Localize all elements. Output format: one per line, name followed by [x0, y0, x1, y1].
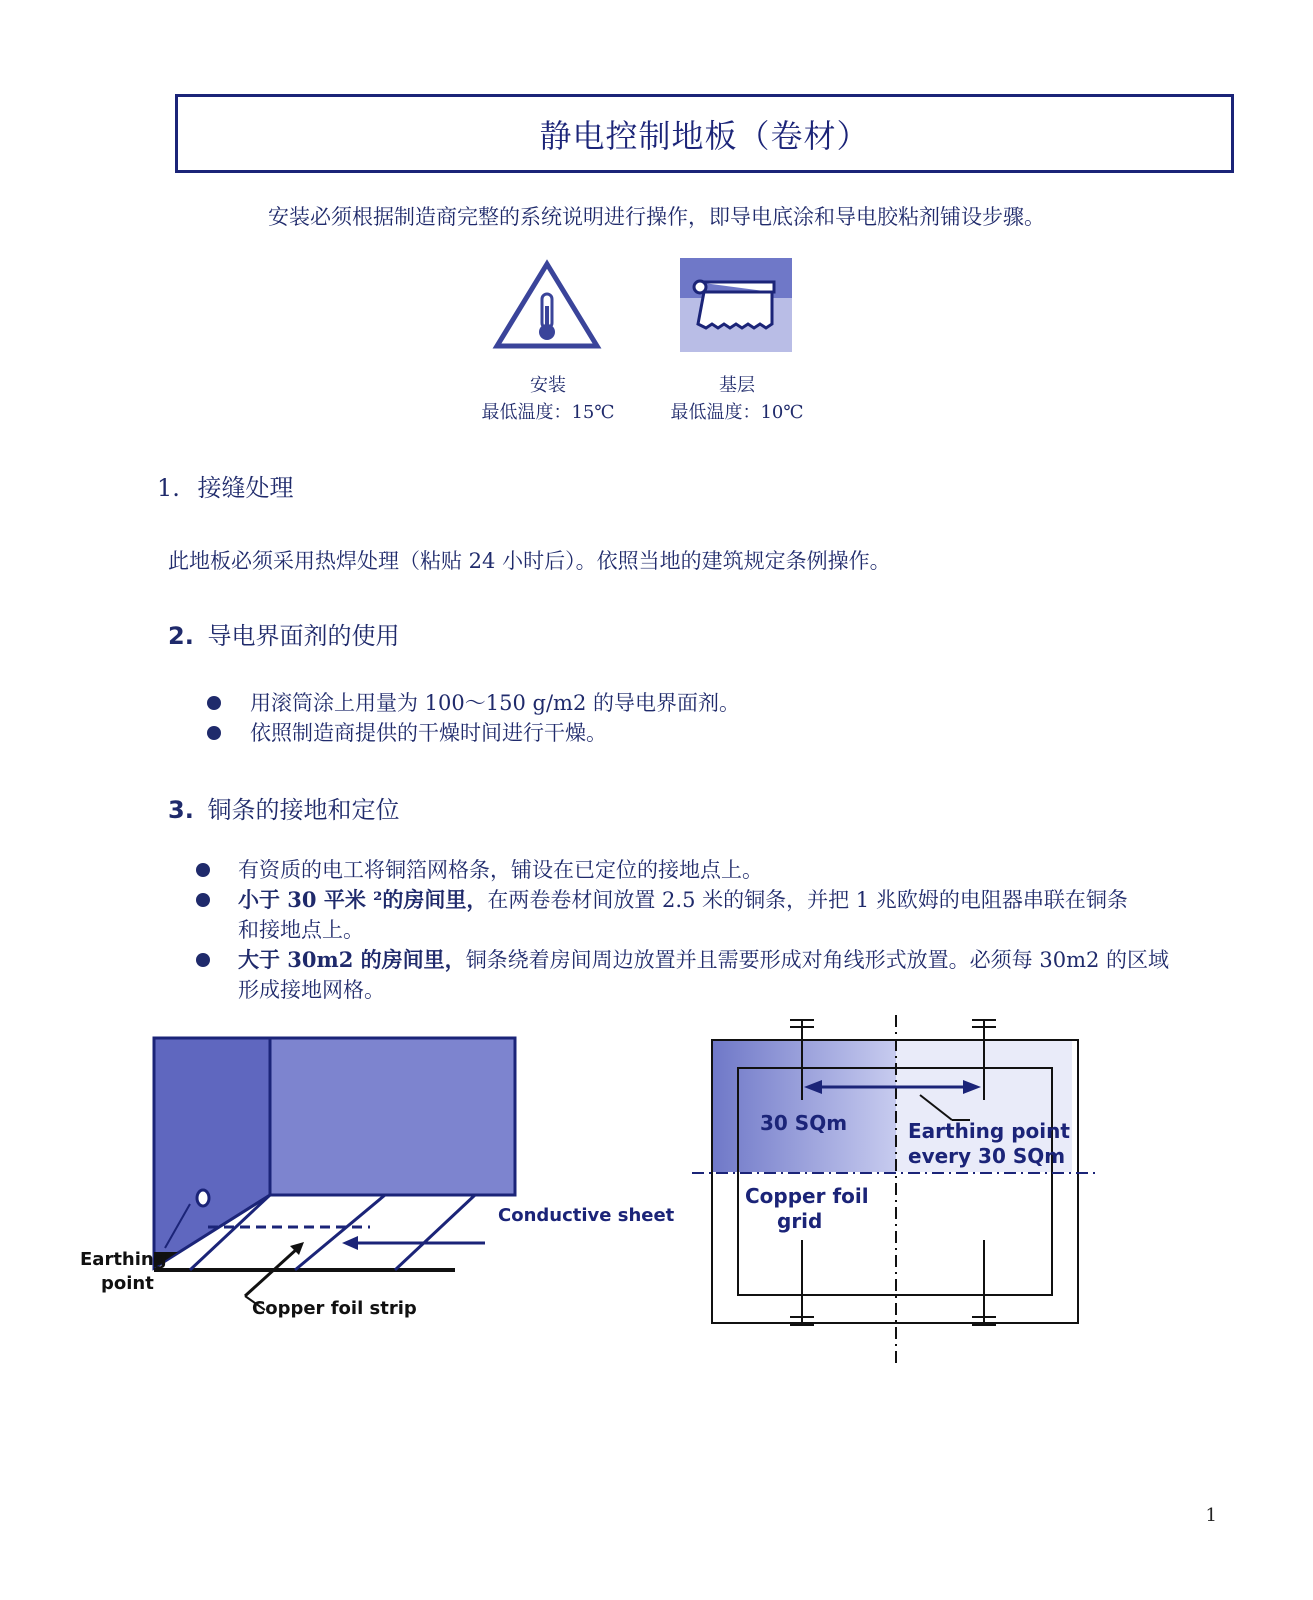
- install-temp-caption: [478, 372, 618, 426]
- intro-text: 安装必须根据制造商完整的系统说明进行操作，即导电底涂和导电胶粘剂铺设步骤。: [268, 205, 1045, 229]
- earthing-every-label-1: Earthing point: [908, 1119, 1070, 1143]
- bullet-dot: [196, 893, 210, 907]
- floor-roll-icon: [680, 258, 792, 352]
- copper-grid-label-1: Copper foil: [745, 1184, 869, 1208]
- earthing-grid-diagram: [690, 1020, 1110, 1370]
- conductive-sheet-label: Conductive sheet: [498, 1205, 675, 1226]
- thermometer-warning-icon: [491, 258, 603, 352]
- section-3-bullet-2-cont: 和接地点上。: [238, 918, 364, 942]
- section-3-bullet-3: [238, 945, 1223, 975]
- section-1-number: 1.: [157, 474, 180, 502]
- page-number: 1: [1205, 1505, 1217, 1526]
- section-2-bullet-1: 用滚筒涂上用量为 100～150 g/m2 的导电界面剂。: [250, 691, 740, 715]
- earthing-every-label-2: every 30 SQm: [908, 1144, 1066, 1168]
- bullet-3-text: 铜条绕着房间周边放置并且需要形成对角线形式放置。必须每 30m2 的区域: [465, 948, 1170, 972]
- page-title: 静电控制地板（卷材）: [539, 116, 870, 155]
- section-3-title: 铜条的接地和定位: [207, 796, 400, 824]
- section-2-heading: [168, 616, 399, 651]
- bullet-dot: [207, 696, 221, 710]
- install-temp: 最低温度：15℃: [481, 402, 615, 423]
- section-3-heading: [168, 790, 399, 825]
- bullet-2-lead: 小于 30 平米 ²的房间里，: [238, 887, 488, 912]
- earthing-label-2: point: [101, 1273, 154, 1294]
- section-1-heading: [157, 468, 294, 503]
- area-label: 30 SQm: [760, 1111, 848, 1135]
- bullet-3-lead: 大于 30m2 的房间里，: [238, 947, 466, 972]
- substrate-temp-caption: [667, 372, 807, 426]
- section-1-paragraph: 此地板必须采用热焊处理（粘贴 24 小时后）。依照当地的建筑规定条例操作。: [168, 549, 891, 573]
- copper-grid-label-2: grid: [777, 1209, 823, 1233]
- section-3-number: 3.: [168, 796, 194, 824]
- bullet-dot: [207, 726, 221, 740]
- copper-foil-strip-label: Copper foil strip: [252, 1298, 417, 1319]
- title-box: [175, 94, 1234, 173]
- install-label: 安装: [530, 375, 566, 396]
- bullet-2-text: 在两卷卷材间放置 2.5 米的铜条，并把 1 兆欧姆的电阻器串联在铜条: [487, 888, 1128, 912]
- section-2-bullet-2: 依照制造商提供的干燥时间进行干燥。: [250, 721, 607, 745]
- section-1-title: 接缝处理: [197, 474, 294, 502]
- bullet-dot: [196, 953, 210, 967]
- substrate-label: 基层: [719, 375, 755, 396]
- section-3-bullet-3-cont: 形成接地网格。: [238, 978, 385, 1002]
- substrate-temp: 最低温度：10℃: [670, 402, 804, 423]
- section-3-bullet-2: [238, 885, 1223, 915]
- section-3-bullet-1: 有资质的电工将铜箔网格条，铺设在已定位的接地点上。: [238, 858, 763, 882]
- section-2-number: 2.: [168, 622, 194, 650]
- conductive-sheet-diagram: [80, 1038, 675, 1368]
- section-2-title: 导电界面剂的使用: [207, 622, 400, 650]
- bullet-dot: [196, 863, 210, 877]
- earthing-label-1: Earthing: [80, 1249, 167, 1270]
- back-wall: [270, 1038, 515, 1195]
